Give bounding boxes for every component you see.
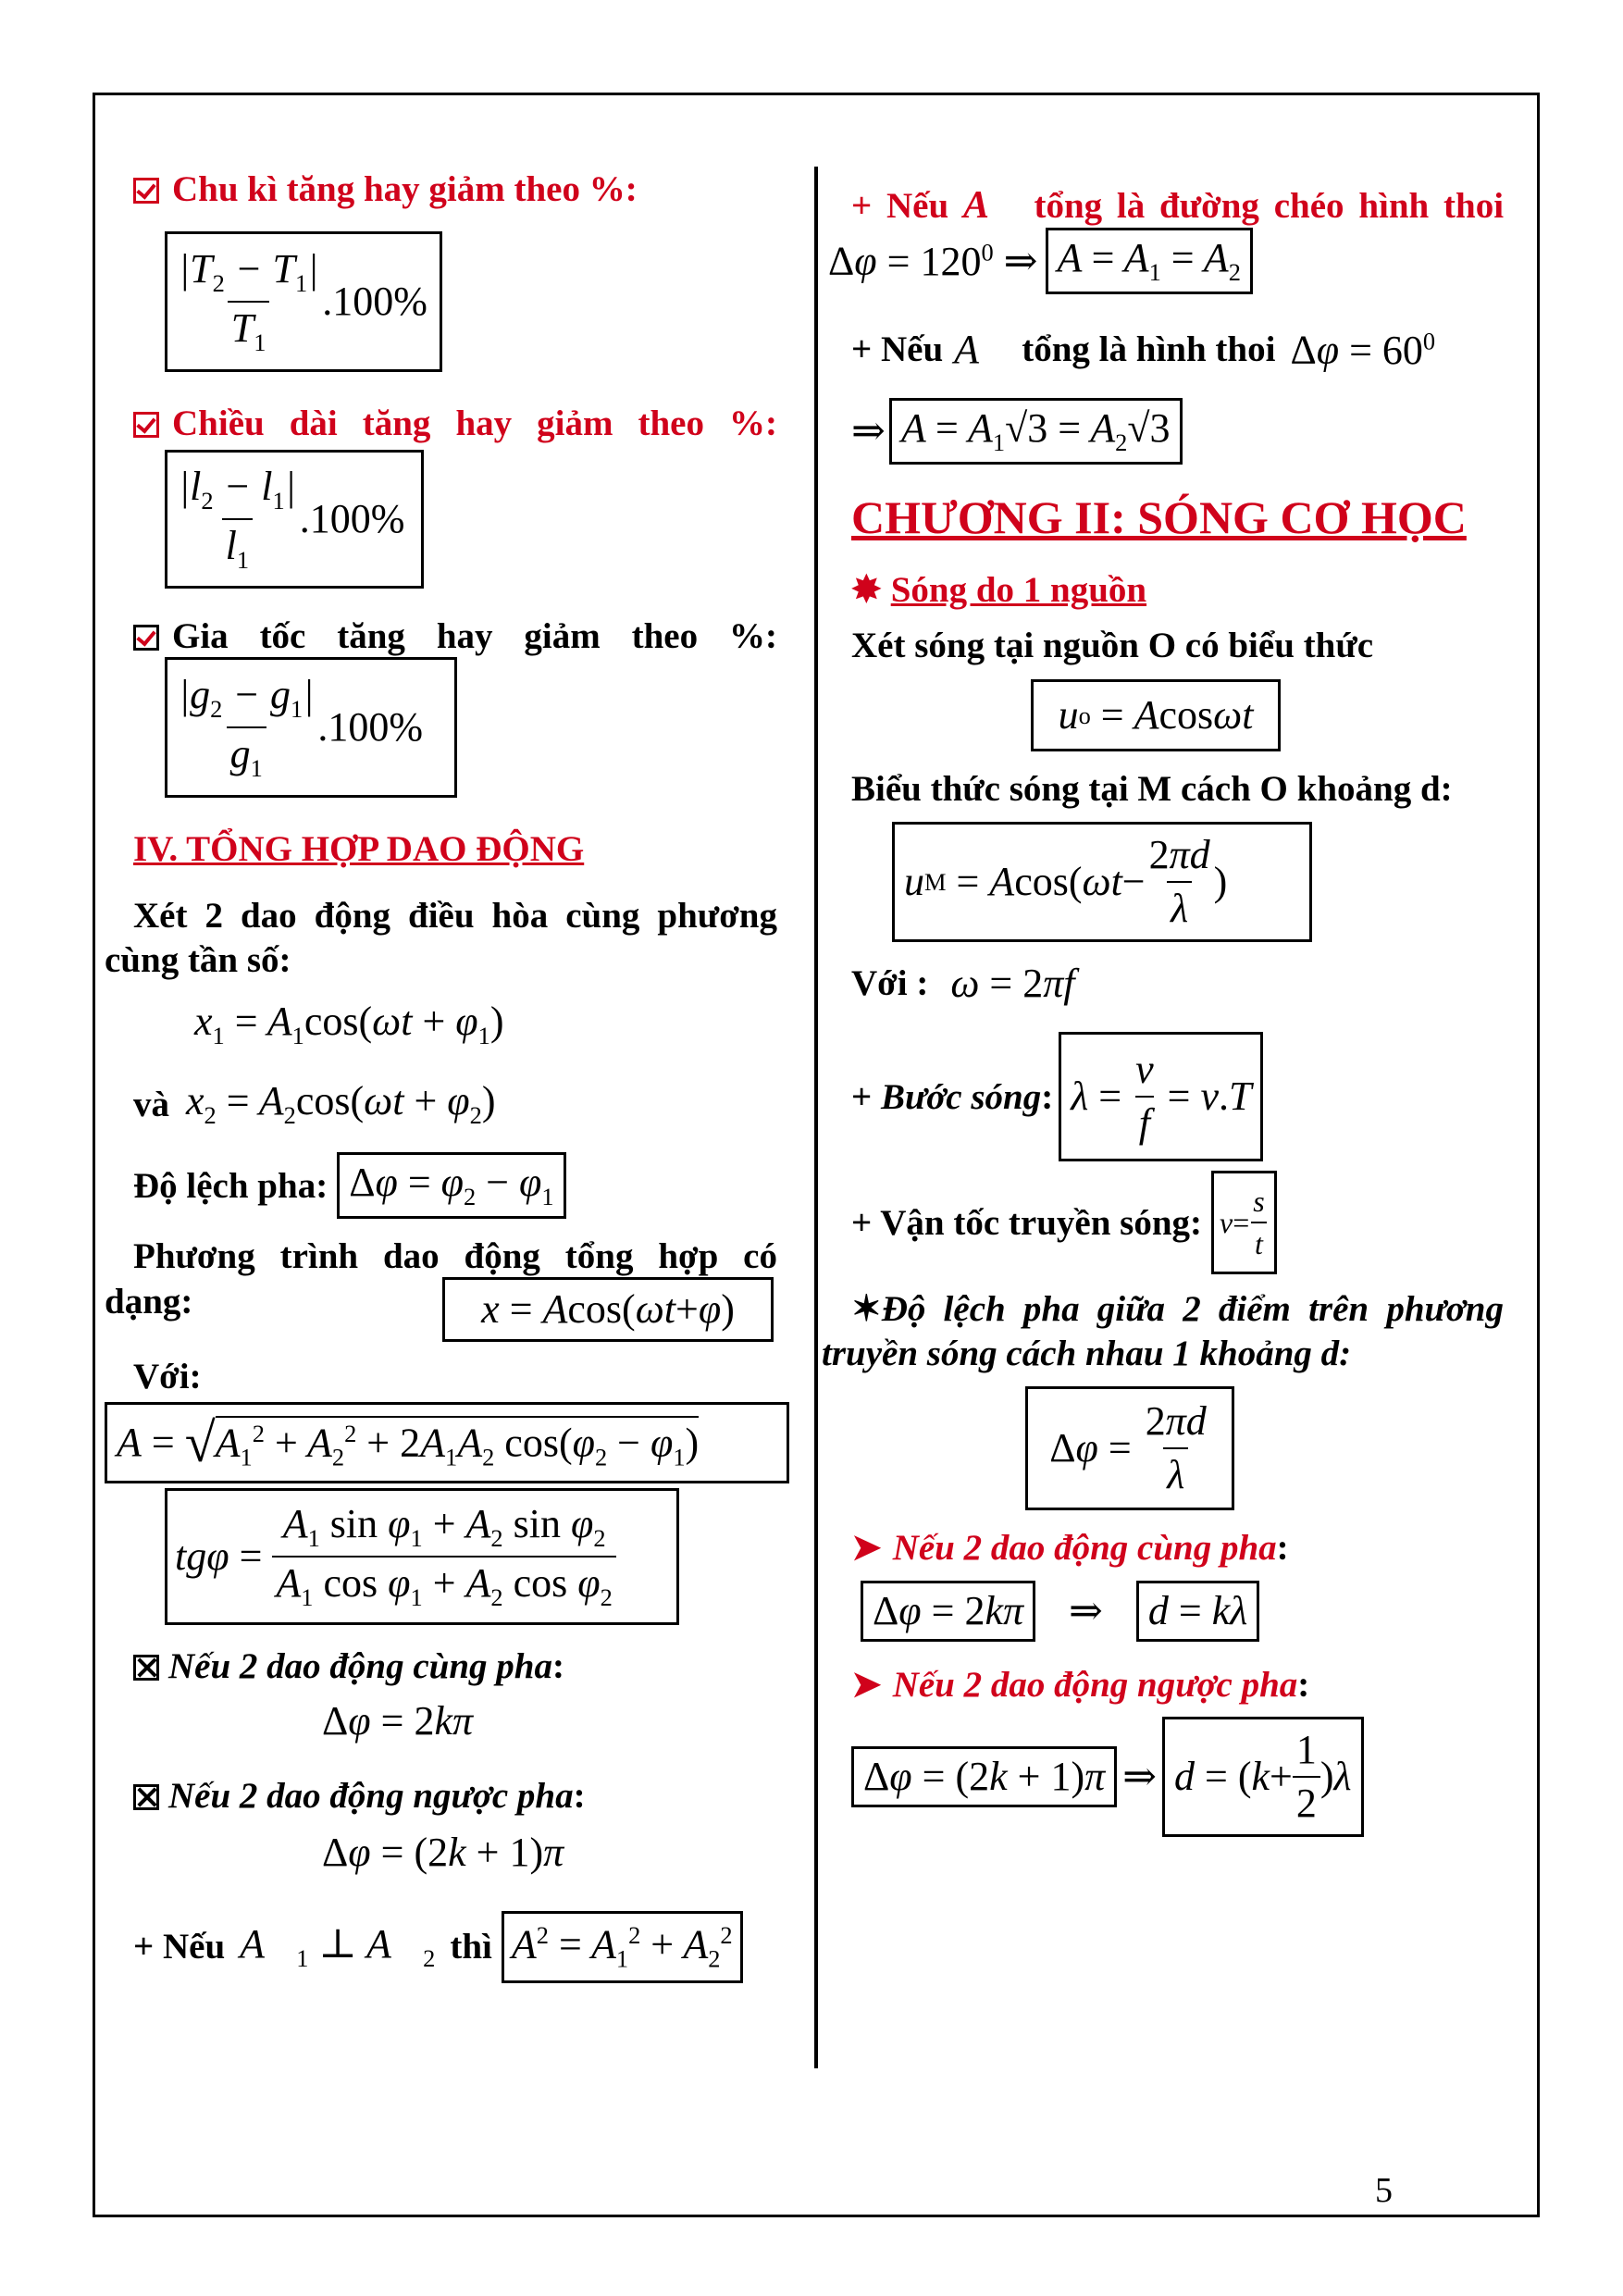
wave-in-phase-heading: ➤ Nếu 2 dao động cùng pha: <box>851 1528 1289 1568</box>
wave-in-phase-row: Δφ = 2kπ ⇒ d = kλ <box>861 1581 1259 1642</box>
wave-at-m-box: u M = A cos( ωt − $\frac{2\pi d}{\lambda}$ ) <box>892 822 1312 942</box>
length-formula-box: $\frac{|l_2 - l_1|}{l_1}$ .100% <box>165 450 424 589</box>
period-heading: Chu kì tăng hay giảm theo %: <box>133 168 638 210</box>
wave-phase-diff-box: Δ φ = $\frac{2\pi d}{\lambda}$ <box>1025 1386 1234 1510</box>
delta-phi-120: $\Delta\varphi = 120^0$ ⇒ <box>828 238 1038 284</box>
sum-equation-box: x = A cos( ωt + φ ) <box>442 1277 774 1342</box>
equation-line-2: dạng: <box>105 1282 193 1322</box>
rhombus-row: + Nếu A⃗ tổng là hình thoi $\Delta\varphi = 60^0$ <box>851 326 1436 373</box>
x2-row <box>133 1078 496 1129</box>
wave-at-m-heading: Biểu thức sóng tại M cách O khoảng d: <box>851 769 1453 809</box>
perp-prefix: + Nếu <box>133 1927 226 1967</box>
x-box-icon <box>133 1655 159 1681</box>
x2-equation: $x_2 = A_2\cos(\omega t + \varphi_2)$ <box>186 1078 496 1129</box>
rhombus-diag-line: + Nếu A⃗ tổng là đường chéo hình thoi <box>851 184 1505 227</box>
phase-diff-line-1: ✶Độ lệch pha giữa 2 điểm trên phương <box>851 1289 1504 1329</box>
phase-diff-label: Độ lệch pha: <box>133 1165 328 1206</box>
checkbox-icon <box>133 178 159 204</box>
source-intro: Xét sóng tại nguồn O có biểu thức <box>851 626 1374 665</box>
wave-anti-phase-row: Δφ = (2k + 1)π ⇒ d = ( k + $\frac{1}{2}$ ) λ <box>851 1717 1364 1837</box>
phase-diff-line-2: truyền sóng cách nhau 1 khoảng d: <box>822 1334 1352 1373</box>
section-title: IV. TỔNG HỢP DAO ĐỘNG <box>133 829 585 869</box>
length-heading: Chiều dài tăng hay giảm theo %: <box>133 403 777 444</box>
delta-phi-60: $\Delta\varphi = 60^0$ <box>1290 327 1436 373</box>
wave-in-phase-box: Δφ = 2kπ <box>861 1581 1035 1642</box>
percent-suffix: .100% <box>317 704 423 750</box>
perpendicular-row <box>133 1911 743 1983</box>
chapter-title: CHƯƠNG II: SÓNG CƠ HỌC <box>851 491 1467 543</box>
in-phase-equation: Δφ = 2kπ <box>322 1698 474 1744</box>
source-wave-box: u o = A cos ωt <box>1031 679 1281 751</box>
percent-suffix: .100% <box>299 496 405 541</box>
with-label: Với: <box>133 1357 202 1396</box>
in-phase-row: Nếu 2 dao động cùng pha: <box>133 1645 564 1687</box>
rhombus-diag-row <box>828 228 1253 294</box>
with-label-right: Với : <box>851 963 929 1003</box>
and-label: và <box>133 1084 169 1124</box>
column-divider <box>814 167 818 2068</box>
amplitude-formula-box: A = √ $A_1^2 + A_2^2 + 2A_1A_2$ $\cos(\varphi_2 - \varphi_1)$ <box>105 1402 789 1483</box>
wavelength-box: λ = $\frac{v}{f}$ = v . T <box>1059 1032 1263 1161</box>
perp-vectors: $A⃗_1$ ⊥ $A⃗_2$ <box>240 1920 436 1972</box>
wave-anti-phase-heading: ➤ Nếu 2 dao động ngược pha: <box>851 1665 1310 1705</box>
wave-anti-phase-box: Δφ = (2k + 1)π <box>851 1746 1117 1807</box>
page-number: 5 <box>1375 2171 1393 2210</box>
accel-formula-box: $\frac{|g_2 - g_1|}{g_1}$ .100% <box>165 657 457 798</box>
phase-diff-box: $\Delta\varphi = \varphi_2 - \varphi_1$ <box>337 1152 565 1219</box>
perp-then: thì <box>450 1927 492 1967</box>
single-source-heading: ✸ Sóng do 1 nguồn <box>851 570 1147 610</box>
checkbox-icon <box>133 625 159 651</box>
x-box-icon <box>133 1784 159 1810</box>
checkbox-icon <box>133 412 159 438</box>
distance-in-phase-box: d = kλ <box>1136 1581 1259 1642</box>
speed-row <box>851 1171 1277 1274</box>
distance-anti-phase-box: d = ( k + $\frac{1}{2}$ ) λ <box>1162 1717 1364 1837</box>
arrow-bullet-icon: ➤ <box>851 1528 882 1568</box>
perp-formula-box: $A^2 = A_1^2 + A_2^2$ <box>502 1911 743 1983</box>
x1-equation: $x_1 = A_1\cos(\omega t + \varphi_1)$ <box>194 999 504 1049</box>
rhombus-formula-box: $A = A_1√3 = A_2√3$ <box>889 398 1183 465</box>
phase-diff-row <box>133 1152 566 1219</box>
anti-phase-row: Nếu 2 dao động ngược pha: <box>133 1775 586 1817</box>
arrow-bullet-icon: ➤ <box>851 1665 882 1705</box>
accel-heading: Gia tốc tăng hay giảm theo %: <box>133 615 777 657</box>
rhombus-diag-box: $A = A_1 = A_2$ <box>1046 228 1253 294</box>
star-icon: ✸ <box>851 570 882 610</box>
speed-label: + Vận tốc truyền sóng: <box>851 1202 1203 1243</box>
tan-formula-box: tgφ = $\frac{A_1 \sin \varphi_1 + A_2 \sin \varphi_2}{A_1 \cos \varphi_1 + A_2 \cos \varphi_2}$ <box>165 1488 679 1625</box>
omega-row <box>851 962 1075 1004</box>
omega-equation: ω = 2πf <box>950 960 1075 1006</box>
equation-line-1: Phương trình dao động tổng hợp có <box>133 1236 777 1276</box>
period-formula-box: $\frac{|T_2 - T_1|}{T_1}$ .100% <box>165 231 442 372</box>
intro-line-2: cùng tần số: <box>105 940 291 980</box>
anti-phase-equation: Δφ = (2k + 1)π <box>322 1830 564 1875</box>
percent-suffix: .100% <box>322 279 427 324</box>
intro-line-1: Xét 2 dao động điều hòa cùng phương <box>133 896 777 936</box>
wavelength-row: + Bước sóng: λ = $\frac{v}{f}$ = v . T <box>851 1032 1263 1161</box>
rhombus-result-row: ⇒ $A = A_1√3 = A_2√3$ <box>851 398 1183 465</box>
speed-box: v = $\frac{s}{t}$ <box>1211 1171 1277 1274</box>
